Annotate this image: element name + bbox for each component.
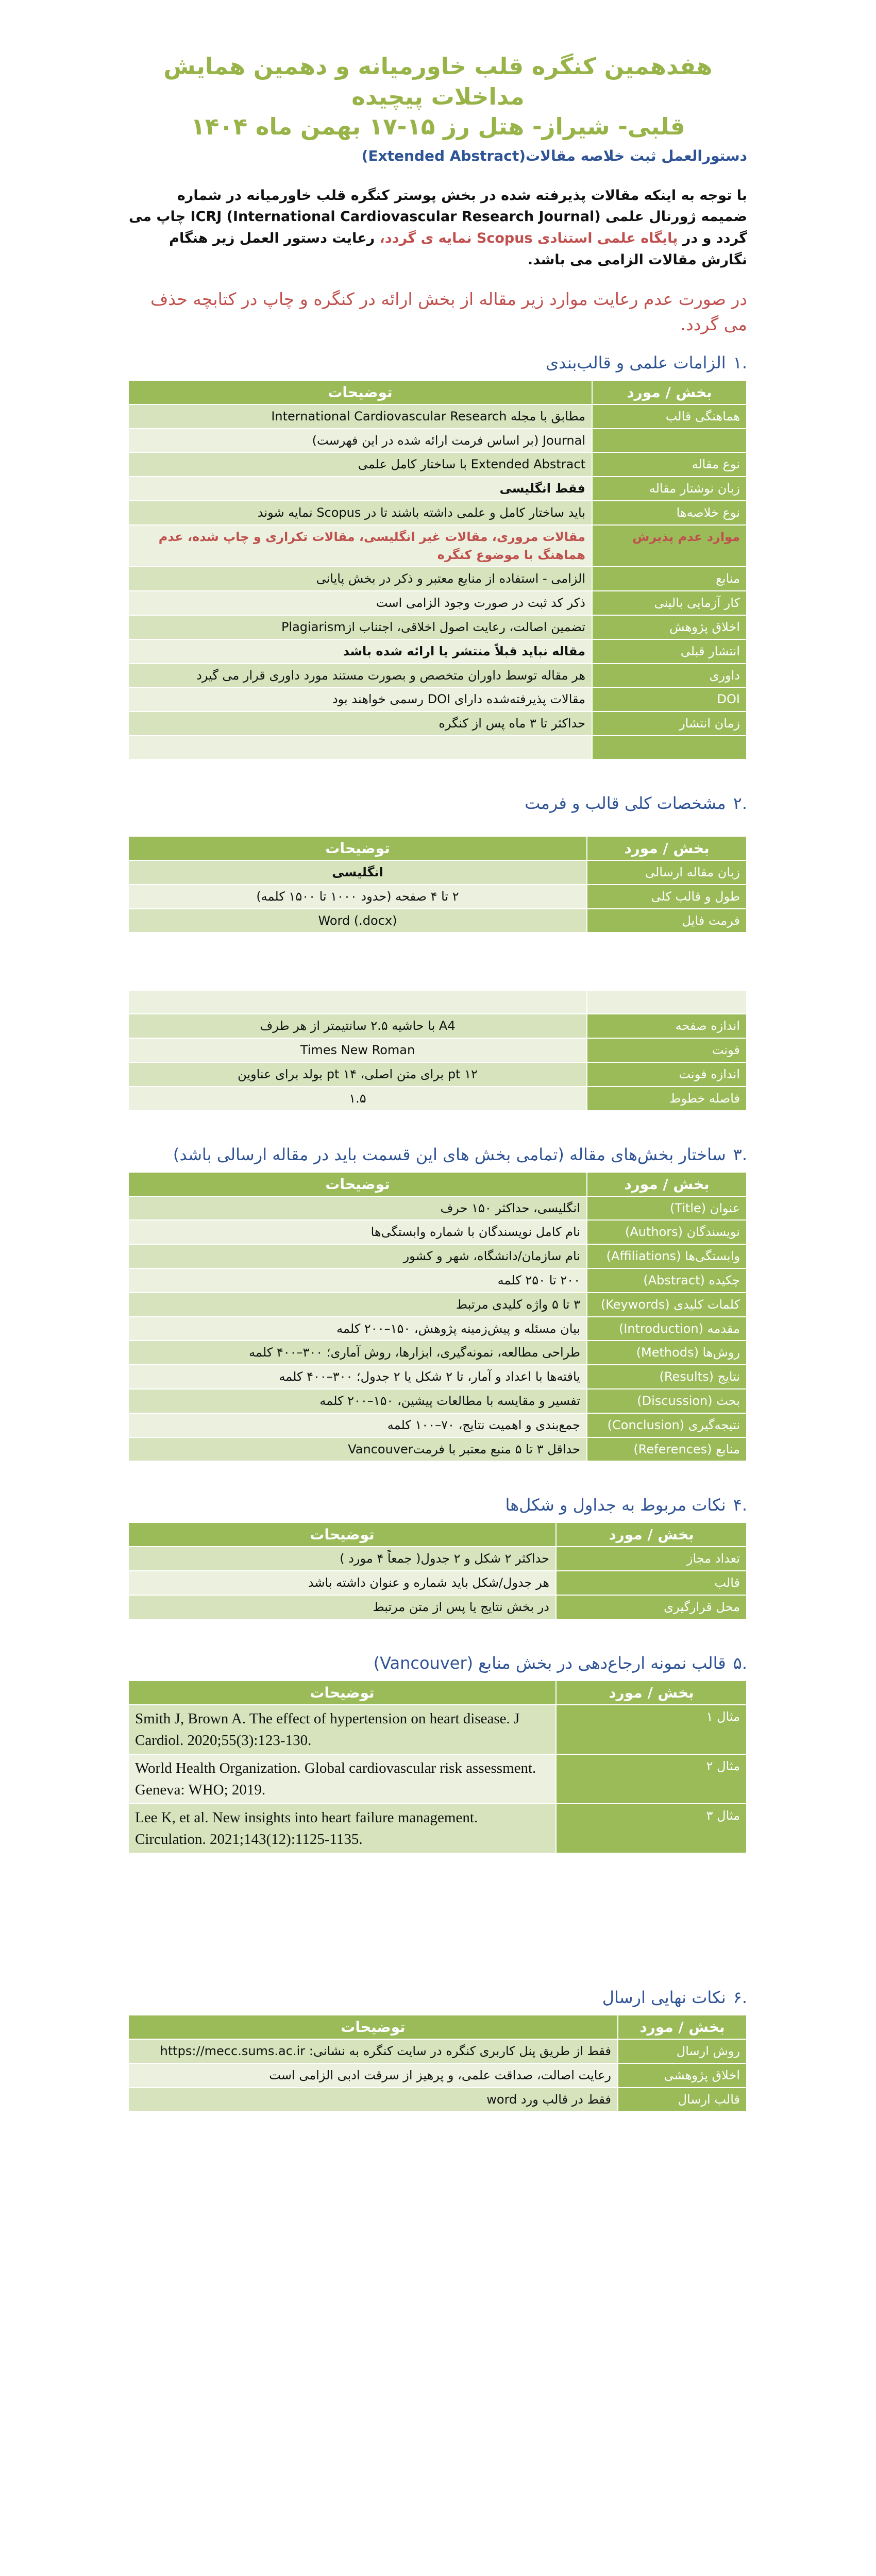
row-key: فرمت فایل [587,909,747,933]
table-row [128,1220,747,1244]
row-value: بیان مسئله و پیش‌زمینه پژوهش، ۱۵۰–۲۰۰ کلمه [128,1317,587,1341]
row-key [587,990,747,1014]
intro-text-scopus: پایگاه علمی استنادی Scopus نمایه ی گردد، [379,230,678,247]
table-row [128,1341,747,1365]
section-5-table [128,1680,747,1854]
row-value: مقالات پذیرفته‌شده دارای DOI رسمی خواهند بود [128,687,592,711]
row-value-submission-url: فقط از طریق پنل کاربری کنگره در سایت کنگره به نشانی: https://mecc.sums.ac.ir [128,2039,618,2063]
table-row [128,1062,747,1087]
column-header-description: توضیحات [128,1522,556,1547]
row-value: مقالات مروری، مقالات غیر انگلیسی، مقالات تکراری و چاپ شده، عدم هماهنگ با موضوع کنگره [128,525,592,567]
table-row [128,404,747,429]
table-row [128,711,747,736]
table-row [128,591,747,615]
table-header-row [128,1681,747,1705]
table-row [128,501,747,525]
table-row [128,525,747,567]
row-key: منابع [592,567,747,591]
section-4-table [128,1522,747,1619]
table-row [128,1437,747,1462]
row-value: تضمین اصالت، رعایت اصول اخلاقی، اجتناب ازPlagiarism [128,615,592,639]
row-value: ۳ تا ۵ واژه کلیدی مرتبط [128,1293,587,1317]
intro-text-part2: رعایت دستور العمل زیر هنگام نگارش مقالات الزامی می باشد. [169,230,747,268]
row-key: نتایج (Results) [587,1365,747,1389]
row-key: روش‌ها (Methods) [587,1341,747,1365]
row-value: Lee K, et al. New insights into heart failure management. Circulation. 2021;143(12):1125-1135. [128,1804,556,1853]
row-key [592,736,747,759]
section-6-title: نکات نهایی ارسال [602,1988,726,2008]
intro-text-part1: با توجه به اینکه مقالات پذیرفته شده در بخش پوستر کنگره قلب خاورمیانه در شماره ضمیمه ژورنال علمی (ICRJ (International Cardiovascular Research Journal چاپ می گردد و در [128,187,747,247]
table-row [128,2063,747,2088]
section-3-heading [129,1145,747,1164]
section-4-title: نکات مربوط به جداول و شکل‌ها [505,1495,726,1515]
row-value: هر جدول/شکل باید شماره و عنوان داشته باشد [128,1571,556,1595]
row-key: کلمات کلیدی (Keywords) [587,1293,747,1317]
section-6-table [128,2014,747,2112]
section-2-title: مشخصات کلی قالب و فرمت [525,793,726,814]
table-header-row [128,2015,747,2039]
row-value: Extended Abstract با ساختار کامل علمی [128,452,592,477]
table-row [128,1038,747,1062]
row-key: قالب ارسال [618,2088,747,2112]
row-value: World Health Organization. Global cardiovascular risk assessment. Geneva: WHO; 2019. [128,1754,556,1804]
row-key: نوع خلاصه‌ها [592,501,747,525]
column-header-key: بخش / مورد [556,1681,747,1705]
row-key: نوع مقاله [592,452,747,477]
table-row-empty [128,736,747,759]
table-row [128,664,747,688]
row-value: Journal (بر اساس فرمت ارائه شده در این فهرست) [128,429,592,453]
row-key: مقدمه (Introduction) [587,1317,747,1341]
table-row [128,1595,747,1619]
section-5-heading [129,1653,747,1673]
intro-paragraph [129,185,747,271]
table-row [128,567,747,591]
table-row [128,2088,747,2112]
row-value [128,990,587,1014]
table-row-empty [128,990,747,1014]
table-row [128,885,747,909]
section-3-table [128,1172,747,1462]
row-value: در بخش نتایج یا پس از متن مرتبط [128,1595,556,1619]
row-value: انگلیسی، حداکثر ۱۵۰ حرف [128,1196,587,1221]
table-row [128,1754,747,1804]
section-4-heading [129,1495,747,1515]
row-value: حداکثر تا ۳ ماه پس از کنگره [128,711,592,736]
row-key: روش ارسال [618,2039,747,2063]
table-row [128,1547,747,1571]
row-key: DOI [592,687,747,711]
column-header-description: توضیحات [128,1681,556,1705]
row-value: Times New Roman [128,1038,587,1062]
column-header-key: بخش / مورد [592,380,747,404]
row-value: ۲۰۰ تا ۲۵۰ کلمه [128,1268,587,1293]
row-value: مقاله نباید قبلاً منتشر یا ارائه شده باشد [128,639,592,664]
row-key: نتیجه‌گیری (Conclusion) [587,1413,747,1437]
document-page [129,52,747,2112]
table-row [128,1317,747,1341]
row-value: Smith J, Brown A. The effect of hypertension on heart disease. J Cardiol. 2020;55(3):123-130. [128,1705,556,1754]
table-row [128,1293,747,1317]
section-2-table-continued [128,990,747,1111]
section-2-table [128,836,747,933]
row-value: انگلیسی [128,860,587,885]
table-row [128,687,747,711]
row-key: زمان انتشار [592,711,747,736]
row-key: مثال ۲ [556,1754,747,1804]
row-key: اخلاق پژوهشی [618,2063,747,2088]
row-key: طول و قالب کلی [587,885,747,909]
table-row [128,1244,747,1268]
row-value: Word (.docx) [128,909,587,933]
column-header-description: توضیحات [128,1172,587,1196]
row-key [592,429,747,453]
row-value: رعایت اصالت، صداقت علمی، و پرهیز از سرقت ادبی الزامی است [128,2063,618,2088]
table-row [128,615,747,639]
row-key: مثال ۳ [556,1804,747,1853]
row-value: باید ساختار کامل و علمی داشته باشند تا در Scopus نمایه شوند [128,501,592,525]
row-key: انتشار قبلی [592,639,747,664]
table-row [128,1389,747,1413]
table-row [128,909,747,933]
row-key: عنوان (Title) [587,1196,747,1221]
row-key: زبان نوشتار مقاله [592,477,747,501]
row-value: فقط در قالب ورد word [128,2088,618,2112]
page-title-line-2: قلبی- شیراز- هتل رز ۱۵-۱۷ بهمن ماه ۱۴۰۴ [191,113,685,140]
row-key: اندازه فونت [587,1062,747,1087]
section-6-heading [129,1988,747,2007]
row-key: محل قرارگیری [556,1595,747,1619]
row-value: حداکثر ۲ شکل و ۲ جدول( جمعاً ۴ مورد ) [128,1547,556,1571]
section-1-table [128,380,747,760]
row-value: ۲ تا ۴ صفحه (حدود ۱۰۰۰ تا ۱۵۰۰ کلمه) [128,885,587,909]
table-header-row [128,836,747,860]
row-value: یافته‌ها با اعداد و آمار، تا ۲ شکل یا ۲ جدول؛ ۳۰۰–۴۰۰ کلمه [128,1365,587,1389]
removal-warning: در صورت عدم رعایت موارد زیر مقاله از بخش ارائه در کنگره و چاپ در کتابچه حذف می گردد. [150,289,747,335]
row-value: جمع‌بندی و اهمیت نتایج، ۷۰–۱۰۰ کلمه [128,1413,587,1437]
section-3-number: .۳ [733,1144,747,1164]
row-key: بحث (Discussion) [587,1389,747,1413]
section-2-heading [129,793,747,813]
table-row [128,639,747,664]
table-header-row [128,1522,747,1547]
page-subtitle: دستورالعمل ثبت خلاصه مقالات(Extended Abstract) [361,147,747,164]
table-row [128,1413,747,1437]
table-row [128,1705,747,1754]
row-value: ۱۲ pt برای متن اصلی، ۱۴ pt بولد برای عناوین [128,1062,587,1087]
page-title-line-1: هفدهمین کنگره قلب خاورمیانه و دهمین همایش مداخلات پیچیده [163,53,713,110]
row-key: فاصله خطوط [587,1087,747,1111]
row-key: موارد عدم پذیرش [592,525,747,567]
row-key: هماهنگی قالب [592,404,747,429]
table-row [128,1365,747,1389]
row-value: مطابق با مجله International Cardiovascular Research [128,404,592,429]
section-1-heading [129,353,747,372]
table-row [128,1014,747,1038]
row-key: منابع (References) [587,1437,747,1462]
table-row [128,1268,747,1293]
section-5-title: قالب نمونه ارجاع‌دهی در بخش منابع (Vancouver) [373,1653,726,1673]
row-value [128,736,592,759]
section-3-title: ساختار بخش‌های مقاله (تمامی بخش های این قسمت باید در مقاله ارسالی باشد) [173,1144,726,1164]
table-row [128,1804,747,1853]
section-1-number: .۱ [733,352,747,372]
table-row [128,429,747,453]
row-key: چکیده (Abstract) [587,1268,747,1293]
row-value: هر مقاله توسط داوران متخصص و بصورت مستند مورد داوری قرار می گیرد [128,664,592,688]
row-value: ۱.۵ [128,1087,587,1111]
row-value: تفسیر و مقایسه با مطالعات پیشین، ۱۵۰–۲۰۰ کلمه [128,1389,587,1413]
row-value: نام کامل نویسندگان با شماره وابستگی‌ها [128,1220,587,1244]
row-key: زبان مقاله ارسالی [587,860,747,885]
row-key: اخلاق پژوهش [592,615,747,639]
row-key: اندازه صفحه [587,1014,747,1038]
table-row [128,452,747,477]
row-key: وابستگی‌ها (Affiliations) [587,1244,747,1268]
row-value: نام سازمان/دانشگاه، شهر و کشور [128,1244,587,1268]
table-row [128,1196,747,1221]
row-key: فونت [587,1038,747,1062]
row-key: قالب [556,1571,747,1595]
section-2-number: .۲ [733,793,747,814]
row-key: تعداد مجاز [556,1547,747,1571]
column-header-description: توضیحات [128,2015,618,2039]
row-value: A4 با حاشیه ۲.۵ سانتیمتر از هر طرف [128,1014,587,1038]
row-key: کار آزمایی بالینی [592,591,747,615]
section-6-number: .۶ [733,1988,747,2008]
table-row [128,1571,747,1595]
column-header-description: توضیحات [128,380,592,404]
table-row [128,2039,747,2063]
column-header-key: بخش / مورد [587,1172,747,1196]
column-header-key: بخش / مورد [618,2015,747,2039]
table-row [128,477,747,501]
table-header-row [128,380,747,404]
section-1-title: الزامات علمی و قالب‌بندی [545,352,726,372]
column-header-key: بخش / مورد [556,1522,747,1547]
row-value: حداقل ۳ تا ۵ منبع معتبر با فرمتVancouver [128,1437,587,1462]
row-key: داوری [592,664,747,688]
table-row [128,1087,747,1111]
section-4-number: .۴ [733,1495,747,1515]
row-key: نویسندگان (Authors) [587,1220,747,1244]
row-key: مثال ۱ [556,1705,747,1754]
column-header-key: بخش / مورد [587,836,747,860]
row-value: ذکر کد ثبت در صورت وجود الزامی است [128,591,592,615]
row-value: فقط انگلیسی [128,477,592,501]
row-value: طراحی مطالعه، نمونه‌گیری، ابزارها، روش آماری؛ ۳۰۰–۴۰۰ کلمه [128,1341,587,1365]
table-header-row [128,1172,747,1196]
table-row [128,860,747,885]
section-5-number: .۵ [733,1653,747,1673]
row-value: الزامی - استفاده از منابع معتبر و ذکر در بخش پایانی [128,567,592,591]
column-header-description: توضیحات [128,836,587,860]
